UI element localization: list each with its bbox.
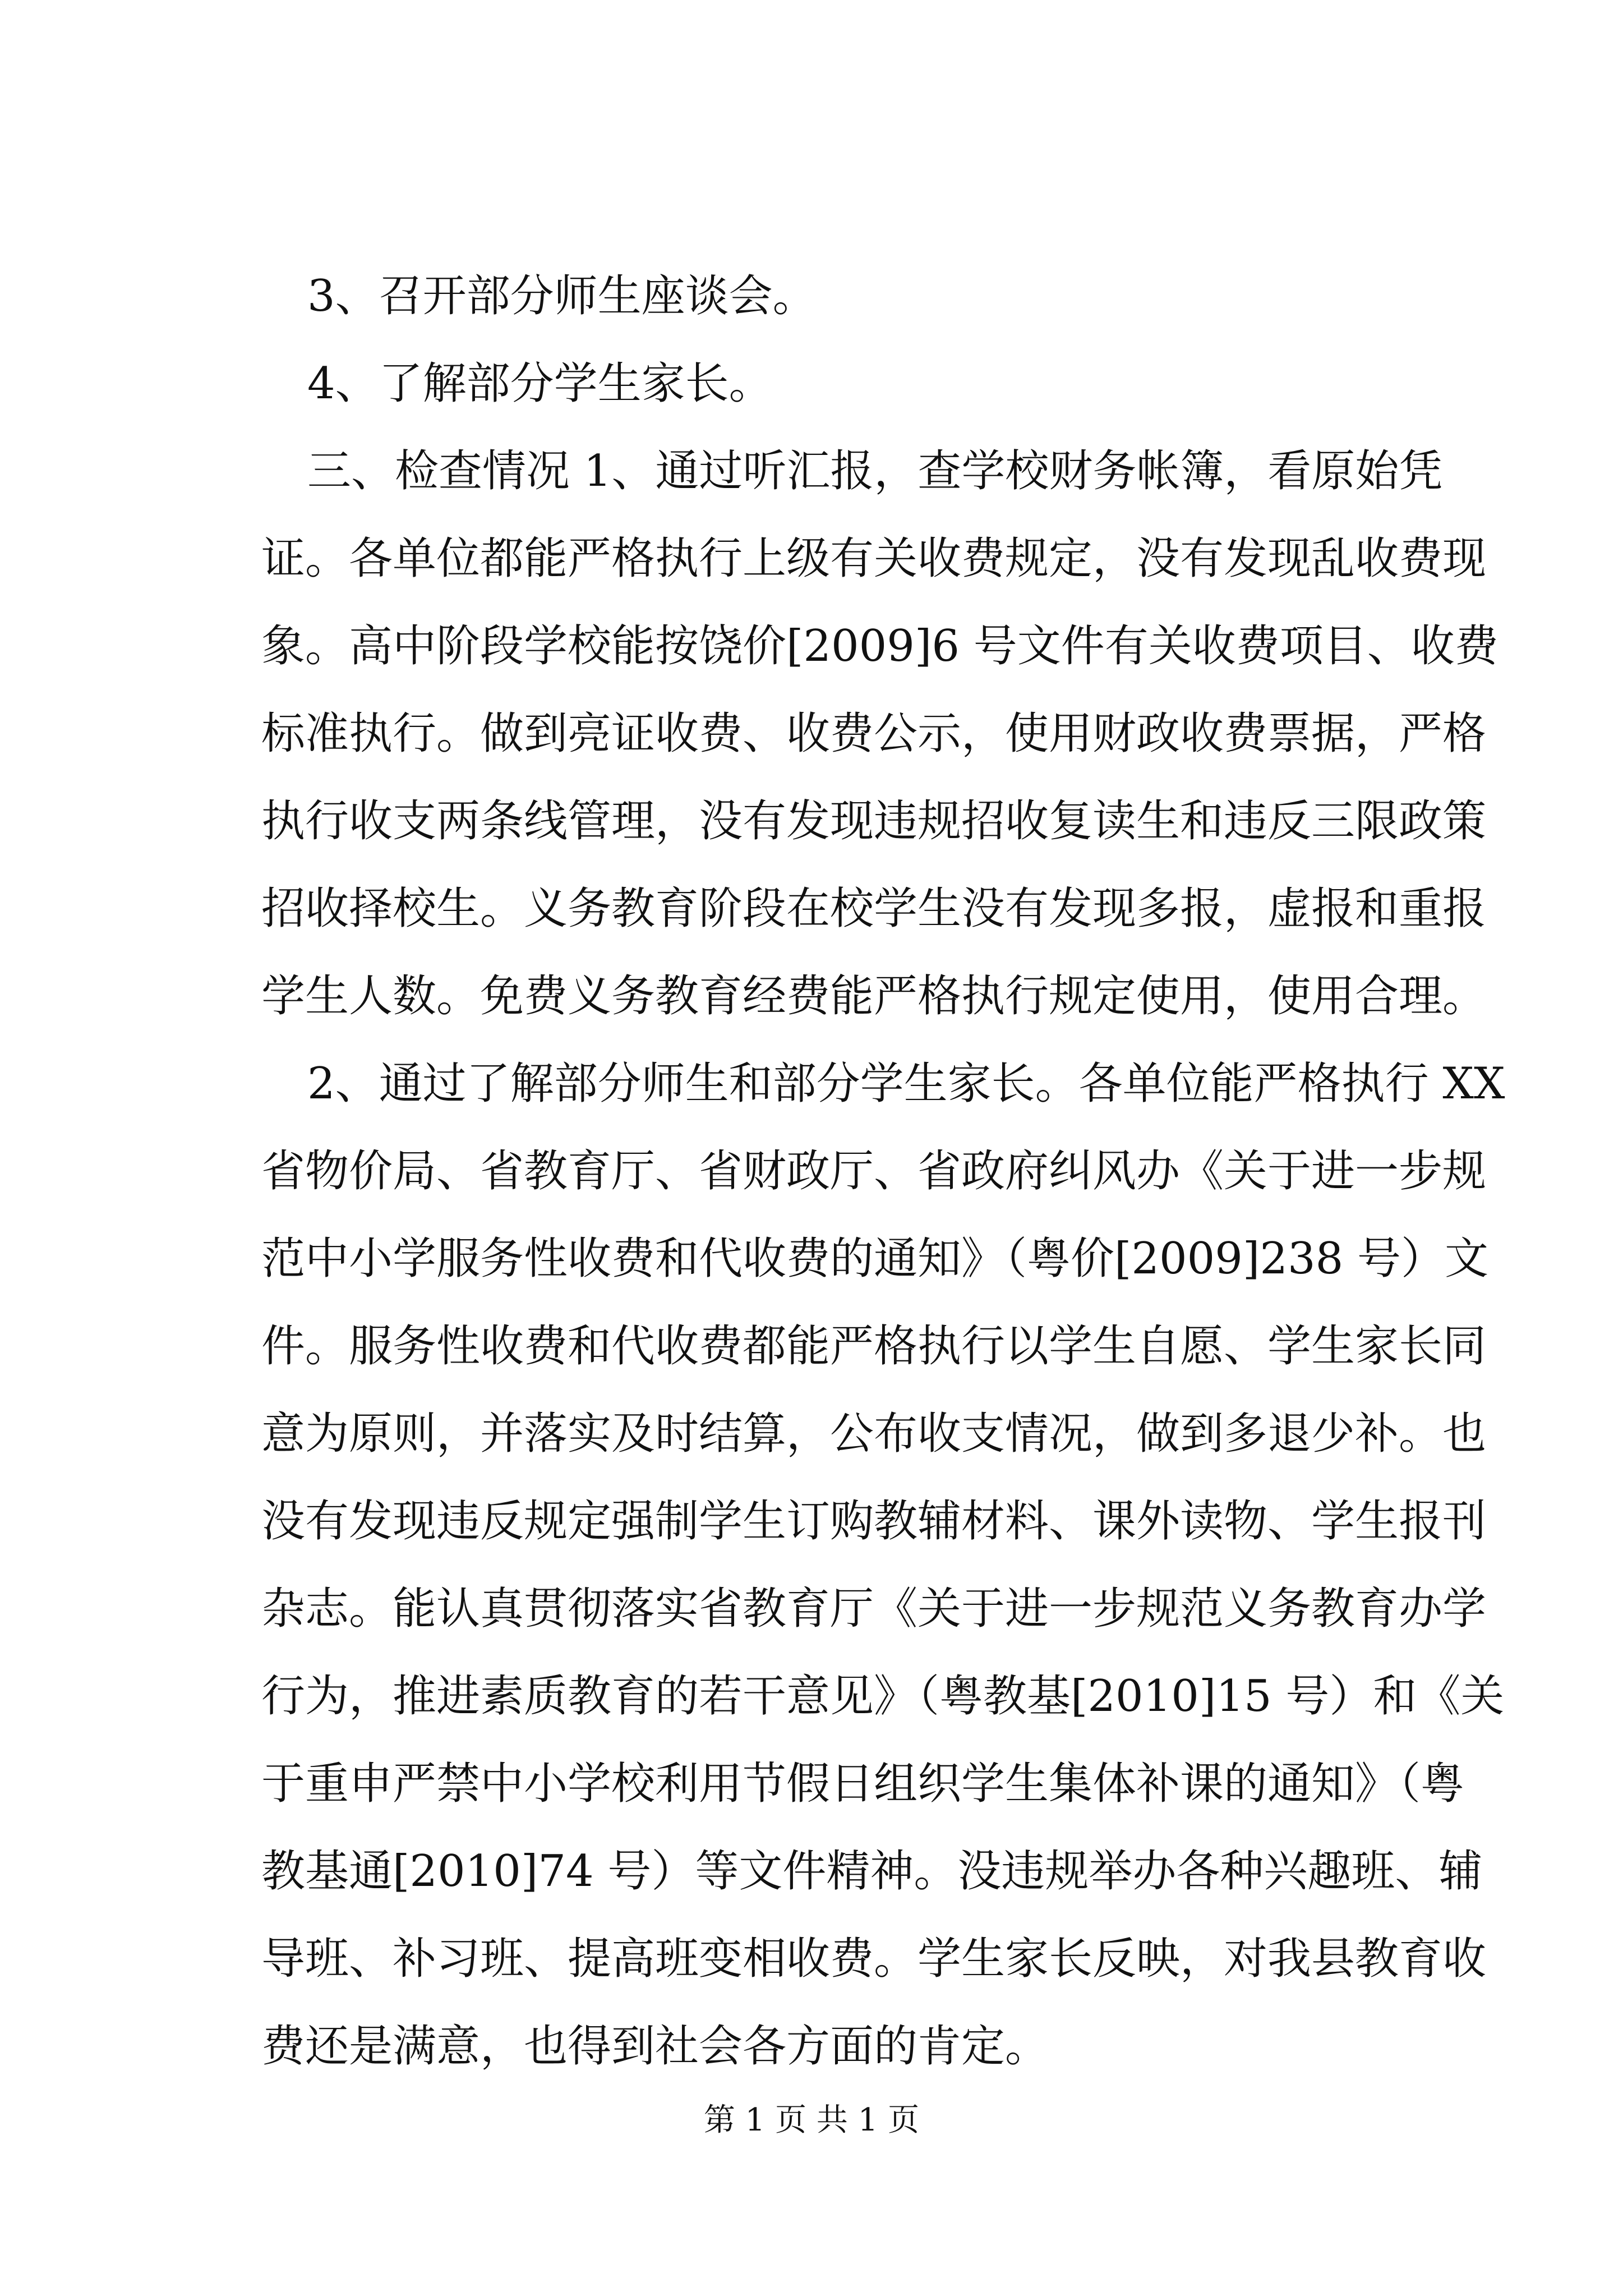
paragraph-line: 2、通过了解部分师生和部分学生家长。各单位能严格执行 XX xyxy=(307,1059,1505,1109)
paragraph-line: 招收择校生。义务教育阶段在校学生没有发现多报，虚报和重报 xyxy=(261,884,1487,934)
page-footer: 第 1 页 共 1 页 xyxy=(703,2102,920,2138)
paragraph-line: 于重申严禁中小学校利用节假日组织学生集体补课的通知》（粤 xyxy=(261,1759,1465,1809)
paragraph-line: 杂志。能认真贯彻落实省教育厅《关于进一步规范义务教育办学 xyxy=(261,1584,1487,1634)
paragraph-line: 标准执行。做到亮证收费、收费公示，使用财政收费票据，严格 xyxy=(261,708,1487,759)
paragraph-line: 件。服务性收费和代收费都能严格执行以学生自愿、学生家长同 xyxy=(261,1321,1487,1372)
item-line: 3、召开部分师生座谈会。 xyxy=(307,271,817,321)
paragraph-line: 证。各单位都能严格执行上级有关收费规定，没有发现乱收费现 xyxy=(261,533,1487,584)
paragraph-line: 意为原则，并落实及时结算，公布收支情况，做到多退少补。也 xyxy=(261,1409,1487,1459)
paragraph-line: 没有发现违反规定强制学生订购教辅材料、课外读物、学生报刊 xyxy=(261,1496,1487,1547)
paragraph-line: 象。高中阶段学校能按饶价[2009]6 号文件有关收费项目、收费 xyxy=(261,621,1498,671)
paragraph-line: 学生人数。免费义务教育经费能严格执行规定使用，使用合理。 xyxy=(261,971,1487,1022)
paragraph-line: 执行收支两条线管理，没有发现违规招收复读生和违反三限政策 xyxy=(261,796,1487,846)
paragraph-line: 省物价局、省教育厅、省财政厅、省政府纠风办《关于进一步规 xyxy=(261,1146,1487,1197)
paragraph-line: 教基通[2010]74 号）等文件精神。没违规举办各种兴趣班、辅 xyxy=(261,1846,1483,1897)
document-body xyxy=(261,252,1505,2090)
paragraph-line: 范中小学服务性收费和代收费的通知》（粤价[2009]238 号）文 xyxy=(261,1234,1489,1284)
paragraph-line: 行为，推进素质教育的若干意见》（粤教基[2010]15 号）和《关 xyxy=(261,1671,1505,1722)
paragraph-line: 导班、补习班、提高班变相收费。学生家长反映，对我县教育收 xyxy=(261,1934,1487,1984)
item-line: 4、了解部分学生家长。 xyxy=(307,358,773,409)
paragraph-line: 三、检查情况 1、通过听汇报，查学校财务帐簿，看原始凭 xyxy=(307,446,1443,496)
paragraph-line: 费还是满意，也得到社会各方面的肯定。 xyxy=(261,2021,1049,2072)
